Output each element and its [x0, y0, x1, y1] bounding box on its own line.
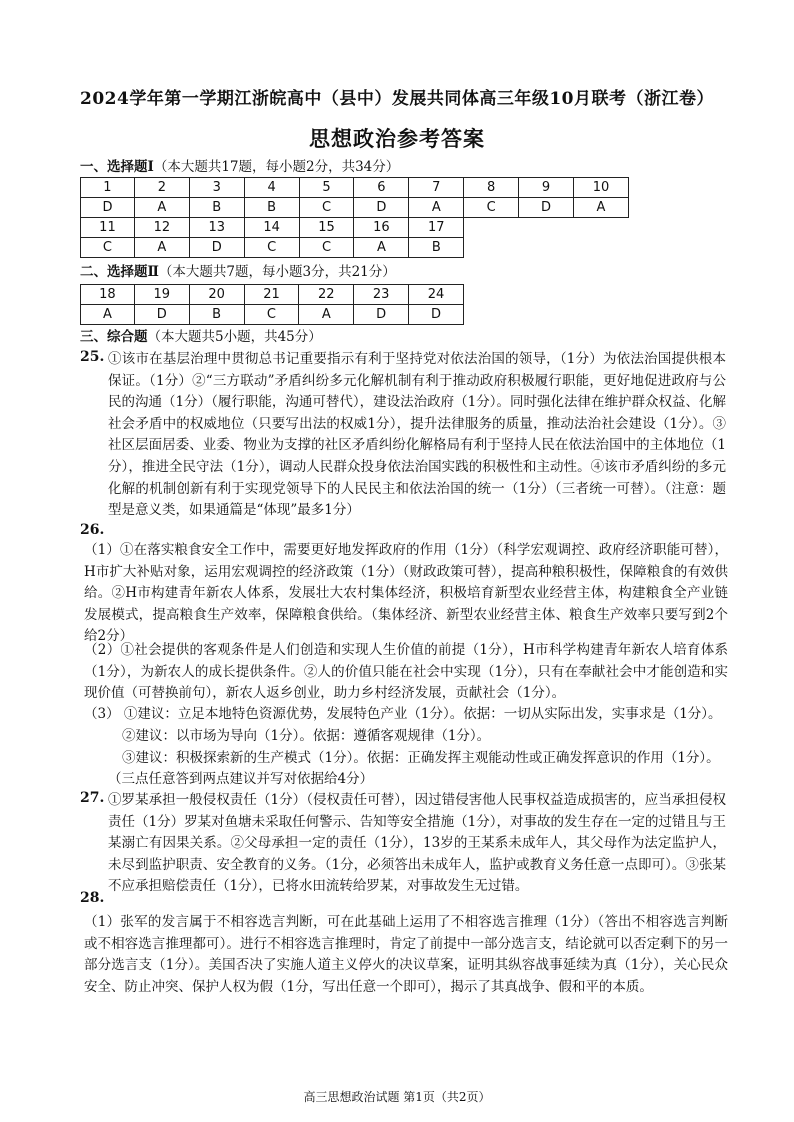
answer-cell: A	[134, 238, 189, 258]
answer-cell: A	[573, 198, 628, 218]
question-number-cell: 23	[354, 285, 409, 305]
question-number-cell: 8	[464, 178, 519, 198]
question-number-cell: 11	[81, 218, 135, 238]
question-26-part-2: （2）①社会提供的客观条件是人们创造和实现人生价值的前提（1分），H市科学构建青年新农人培育体系（1分），为新农人的成长提供条件。②人的价值只能在社会中实现（1分），只有在奉献社会中才能创造和实现价值（可替换前句），新农人返乡创业，助力乡村经济发展，贡献社会（1分）。	[84, 642, 728, 702]
question-26-part-3-line-1: （3） ①建议：立足本地特色资源优势，发展特色产业（1分）。依据：一切从实际出发，实事求是（1分）。	[84, 706, 722, 722]
answer-cell: B	[409, 238, 464, 258]
answer-table-row	[81, 218, 629, 238]
question-number-cell: 17	[409, 218, 464, 238]
question-number-cell: 5	[299, 178, 354, 198]
choice-answer-table-1	[80, 177, 629, 258]
answer-cell: A	[299, 305, 354, 325]
exam-title: 2024学年第一学期江浙皖高中（县中）发展共同体高三年级10月联考（浙江卷）	[80, 89, 714, 109]
answer-cell: C	[299, 198, 354, 218]
answer-cell: C	[244, 305, 299, 325]
question-number-cell: 1	[81, 178, 135, 198]
question-number-cell: 21	[244, 285, 299, 305]
answer-cell: D	[409, 305, 464, 325]
answer-cell: A	[409, 198, 464, 218]
section-3-heading	[80, 328, 322, 346]
question-number-cell: 19	[134, 285, 189, 305]
question-number-cell: 22	[299, 285, 354, 305]
question-28-answer: （1）张军的发言属于不相容选言判断，可在此基础上运用了不相容选言推理（1分）（答出不相容选言判断或不相容选言推理都可）。进行不相容选言推理时，肯定了前提中一部分选言支，结论就可以否定剩下的另一部分选言支（1分）。美国否决了实施人道主义停火的决议草案，证明其纵容战事延续为真（1分），关心民众安全、防止冲突、保护人权为假（1分，写出任意一个即可），揭示了其真战争、假和平的本质。	[84, 914, 728, 995]
answer-cell: D	[134, 305, 189, 325]
question-27-number: 27.	[80, 790, 105, 806]
question-number-cell: 24	[409, 285, 464, 305]
question-number-cell: 16	[354, 218, 409, 238]
question-number-cell: 6	[354, 178, 409, 198]
question-26-number: 26.	[80, 522, 105, 538]
section-3-label: 三、综合题	[80, 329, 148, 345]
section-2-label: 二、选择题Ⅱ	[80, 264, 159, 280]
document-title: 思想政治参考答案	[309, 126, 485, 151]
question-28-number: 28.	[80, 890, 105, 906]
answer-cell: B	[189, 198, 244, 218]
answer-cell: D	[81, 198, 135, 218]
answer-cell: C	[81, 238, 135, 258]
question-number-cell: 18	[81, 285, 135, 305]
section-1-note: （本大题共17题，每小题2分，共34分）	[153, 159, 400, 175]
question-number-cell: 7	[409, 178, 464, 198]
answer-cell: B	[244, 198, 299, 218]
page-footer: 高三思想政治试题 第1页（共2页）	[303, 1090, 491, 1104]
section-2-note: （本大题共7题，每小题3分，共21分）	[158, 264, 396, 280]
question-26-part-3-note: （三点任意答到两点建议并写对依据给4分）	[108, 771, 374, 787]
answer-table-row	[81, 305, 464, 325]
answer-cell: D	[189, 238, 244, 258]
question-25-number: 25.	[80, 349, 105, 365]
question-number-cell: 15	[299, 218, 354, 238]
question-number-cell: 20	[189, 285, 244, 305]
answer-cell: D	[354, 198, 409, 218]
answer-table-row	[81, 238, 629, 258]
answer-cell: A	[134, 198, 189, 218]
question-26-part-3-line-3: ③建议：积极探索新的生产模式（1分）。依据：正确发挥主观能动性或正确发挥意识的作用（1分）。	[122, 750, 720, 766]
answer-cell: C	[299, 238, 354, 258]
question-27-answer: ①罗某承担一般侵权责任（1分）（侵权责任可替），因过错侵害他人民事权益造成损害的，应当承担侵权责任（1分）罗某对鱼塘未采取任何警示、告知等安全措施（1分），对事故的发生存在一定的过错且与王某溺亡有因果关系。②父母承担一定的责任（1分），13岁的王某系未成年人，其父母作为法定监护人，未尽到监护职责、安全教育的义务。（1分，必须答出未成年人，监护或教育义务任意一点即可）。③张某不应承担赔偿责任（1分），已将水田流转给罗某，对事故发生无过错。	[108, 792, 726, 895]
choice-answer-table-2	[80, 284, 464, 325]
question-number-cell: 14	[244, 218, 299, 238]
question-26-part-3-line-2: ②建议：以市场为导向（1分）。依据：遵循客观规律（1分）。	[122, 728, 491, 744]
question-number-cell: 13	[189, 218, 244, 238]
section-1-heading	[80, 158, 399, 176]
question-number-cell: 10	[573, 178, 628, 198]
section-2-heading	[80, 263, 396, 281]
question-25-answer: ①该市在基层治理中贯彻总书记重要指示有利于坚持党对依法治国的领导，（1分）为依法治国提供根本保证。（1分）②“三方联动”矛盾纠纷多元化解机制有利于推动政府积极履行职能，更好地促进政府与公民的沟通（1分）（履行职能，沟通可替代），建设法治政府（1分）。同时强化法律在维护群众权益、化解社会矛盾中的权威地位（只要写出法的权威1分），提升法律服务的质量，推动法治社会建设（1分）。③社区层面居委、业委、物业为支撑的社区矛盾纠纷化解格局有利于坚持人民在依法治国中的主体地位（1分），推进全民守法（1分），调动人民群众投身依法治国实践的积极性和主动性。④该市矛盾纠纷的多元化解的机制创新有利于实现党领导下的人民民主和依法治国的统一（1分）（三者统一可替）。（注意：题型是意义类，如果通篇是“体现”最多1分）	[108, 351, 726, 519]
answer-table-row	[81, 178, 629, 198]
answer-table-row	[81, 285, 464, 305]
section-3-note: （本大题共5小题，共45分）	[147, 329, 322, 345]
answer-cell: A	[81, 305, 135, 325]
question-number-cell: 12	[134, 218, 189, 238]
question-26-part-1: （1）①在落实粮食安全工作中，需要更好地发挥政府的作用（1分）（科学宏观调控、政府经济职能可替），H市扩大补贴对象，运用宏观调控的经济政策（1分）（财政政策可替），提高种粮积极性，保障粮食的有效供给。②H市构建青年新农人体系，发展壮大农村集体经济，积极培育新型农业经营主体，构建粮食全产业链发展模式，提高粮食生产效率，保障粮食供给。（集体经济、新型农业经营主体、粮食生产效率只要写到2个给2分）	[84, 542, 728, 645]
question-number-cell: 3	[189, 178, 244, 198]
answer-cell: C	[244, 238, 299, 258]
answer-cell: C	[464, 198, 519, 218]
answer-cell: D	[354, 305, 409, 325]
section-1-label: 一、选择题Ⅰ	[80, 159, 154, 175]
answer-cell: D	[519, 198, 574, 218]
question-number-cell: 4	[244, 178, 299, 198]
answer-cell: B	[189, 305, 244, 325]
question-number-cell: 2	[134, 178, 189, 198]
question-number-cell: 9	[519, 178, 574, 198]
answer-cell: A	[354, 238, 409, 258]
answer-table-row	[81, 198, 629, 218]
